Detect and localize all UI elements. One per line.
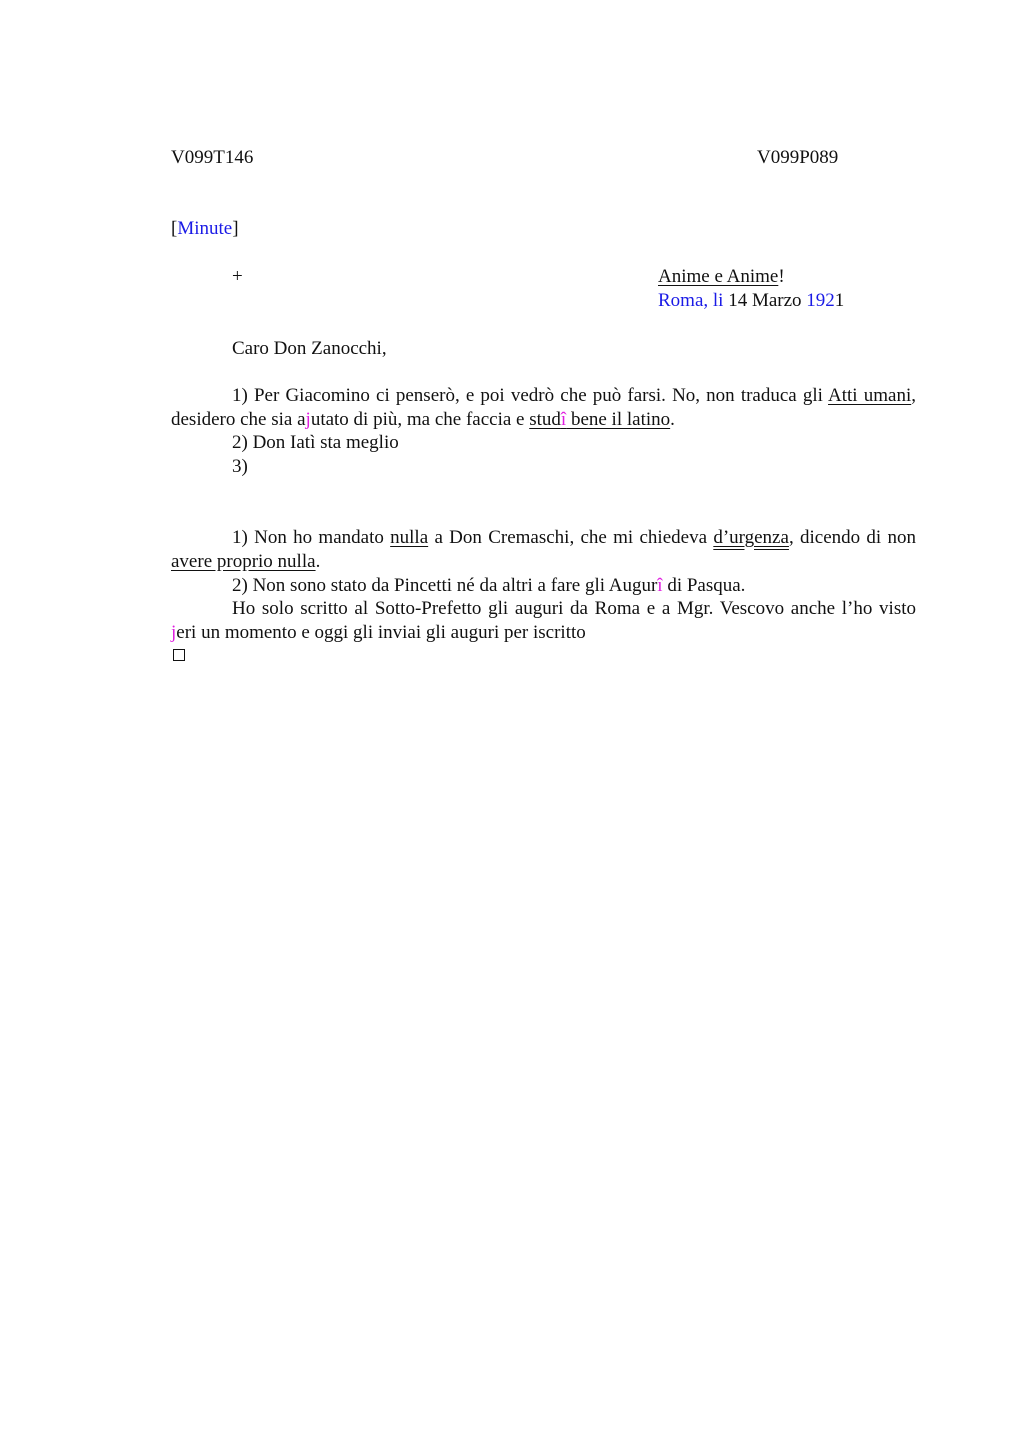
dateline-year-suffix: 1 xyxy=(834,290,845,311)
bracket-close: ] xyxy=(232,218,239,239)
paragraph-b1-text-1: 1) Non ho mandato xyxy=(232,527,391,548)
correction-mark: j xyxy=(171,621,177,643)
dateline-day-month: 14 Marzo xyxy=(723,290,807,311)
correction-mark: j xyxy=(305,408,311,430)
document-code-left: V099T146 xyxy=(171,147,254,168)
paragraph-a1-text-4: . xyxy=(670,408,675,430)
dateline-year-prefix: 192 xyxy=(806,290,835,311)
paragraph-a1-text-3: utato di più, ma che faccia e xyxy=(310,408,530,430)
paragraph-b1-text-4: . xyxy=(315,550,321,572)
motto-exclamation: ! xyxy=(778,266,785,287)
double-underlined-durgenza: d’urgenza xyxy=(713,527,789,548)
motto xyxy=(658,265,785,289)
document-type-text: Minute xyxy=(177,218,233,239)
underlined-avere-proprio-nulla: avere proprio nulla xyxy=(171,550,316,572)
underlined-studi-bene-il-latino: studî bene il latino xyxy=(529,408,671,430)
paragraph-b1 xyxy=(171,526,916,573)
paragraph-b1-text-3: , dicendo di non xyxy=(788,527,916,548)
underlined-atti-umani: Atti umani xyxy=(828,385,912,406)
salutation: Caro Don Zanocchi, xyxy=(232,338,387,359)
correction-mark: î xyxy=(657,575,663,596)
paragraph-b3-text-1: Ho solo scritto al Sotto-Prefetto gli auguri da Roma e a Mgr. Vescovo anche l’ho visto xyxy=(232,598,916,619)
paragraph-b3 xyxy=(171,597,916,644)
cross-mark: + xyxy=(232,266,243,287)
paragraph-a1-text-1: 1) Per Giacomino ci penserò, e poi vedrò che può farsi. No, non traduca gli xyxy=(232,385,829,406)
dateline-place: Roma, li xyxy=(658,290,724,311)
underlined-nulla: nulla xyxy=(390,527,429,548)
paragraph-a3: 3) xyxy=(232,456,248,477)
paragraph-a1-text-2: , desidero che sia a xyxy=(171,385,916,430)
end-of-text-box-icon xyxy=(173,649,185,661)
document-code-right: V099P089 xyxy=(757,147,839,168)
paragraph-a1 xyxy=(171,384,916,431)
paragraph-a2: 2) Don Iatì sta meglio xyxy=(232,432,399,453)
paragraph-b2: 2) Non sono stato da Pincetti né da altri a fare gli Augurî di Pasqua. xyxy=(232,575,746,596)
correction-mark: î xyxy=(560,408,567,430)
motto-text: Anime e Anime xyxy=(658,266,779,287)
bracket-open: [ xyxy=(171,218,178,239)
paragraph-b3-text-2: eri un momento e oggi gli inviai gli auguri per iscritto xyxy=(176,621,586,643)
dateline xyxy=(658,289,844,313)
paragraph-b1-text-2: a Don Cremaschi, che mi chiedeva xyxy=(428,527,714,548)
document-type-label xyxy=(171,217,239,241)
